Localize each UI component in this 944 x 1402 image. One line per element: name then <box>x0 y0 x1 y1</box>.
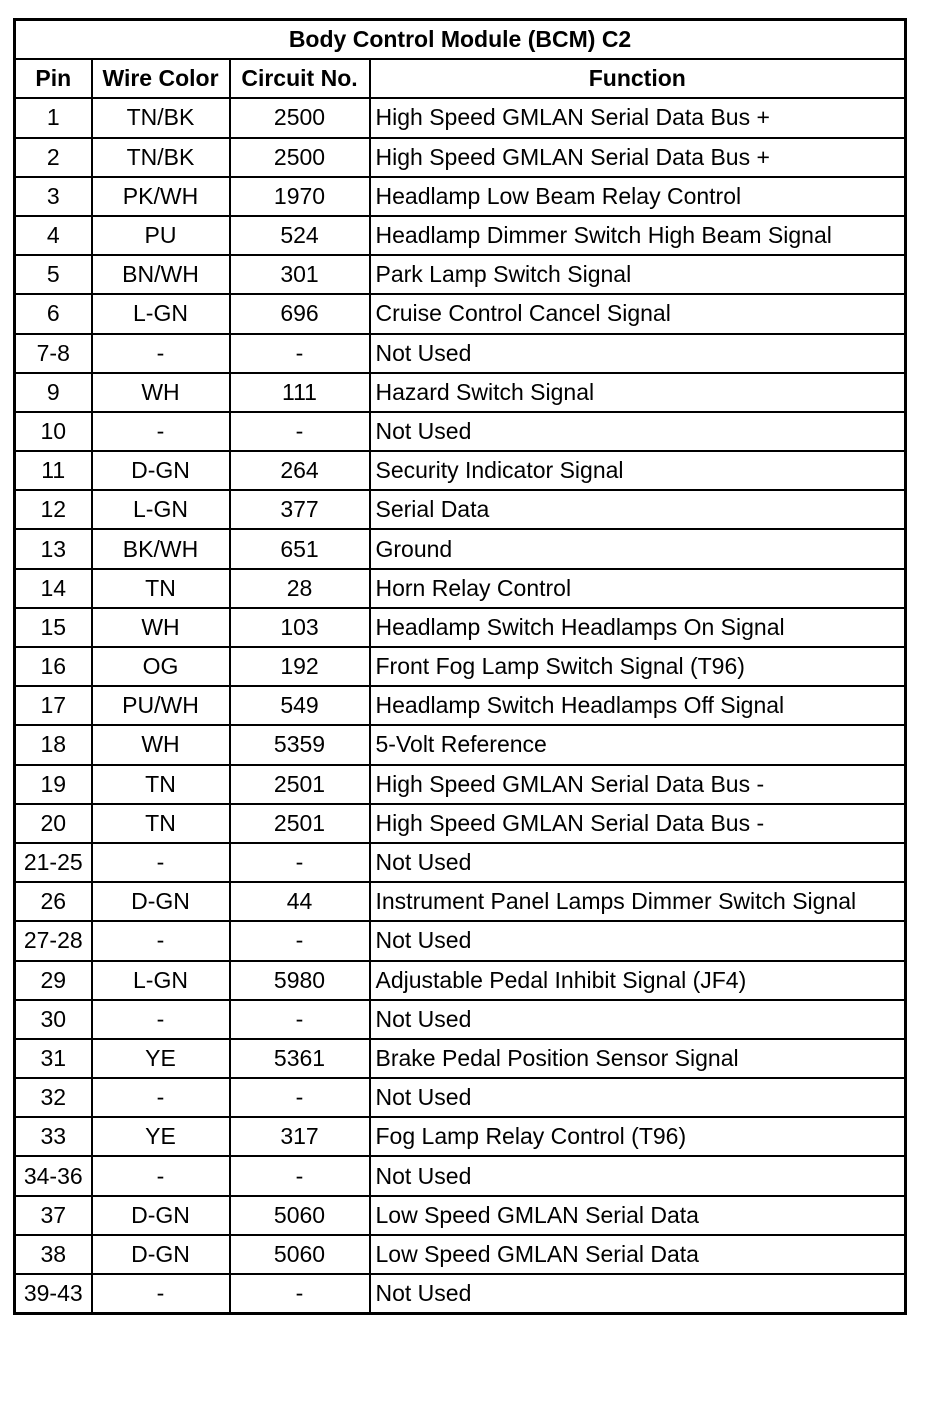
wire-color-cell: L-GN <box>92 490 230 529</box>
table-row <box>15 765 906 804</box>
pin-cell: 31 <box>15 1039 92 1078</box>
function-cell: Headlamp Switch Headlamps Off Signal <box>370 686 906 725</box>
table-row <box>15 1078 906 1117</box>
function-cell: High Speed GMLAN Serial Data Bus - <box>370 765 906 804</box>
function-cell: Hazard Switch Signal <box>370 373 906 412</box>
circuit-number-cell: 2501 <box>230 804 370 843</box>
pin-cell: 17 <box>15 686 92 725</box>
wire-color-cell: WH <box>92 725 230 764</box>
wire-color-cell: BK/WH <box>92 529 230 568</box>
table-row <box>15 608 906 647</box>
function-cell: Low Speed GMLAN Serial Data <box>370 1196 906 1235</box>
function-cell: Fog Lamp Relay Control (T96) <box>370 1117 906 1156</box>
wire-color-cell: - <box>92 412 230 451</box>
pin-cell: 15 <box>15 608 92 647</box>
table-row <box>15 1156 906 1195</box>
circuit-number-cell: - <box>230 1274 370 1314</box>
function-cell: Park Lamp Switch Signal <box>370 255 906 294</box>
circuit-number-cell: 651 <box>230 529 370 568</box>
function-cell: Brake Pedal Position Sensor Signal <box>370 1039 906 1078</box>
pin-cell: 38 <box>15 1235 92 1274</box>
table-row <box>15 529 906 568</box>
function-cell: Serial Data <box>370 490 906 529</box>
pin-cell: 18 <box>15 725 92 764</box>
circuit-number-cell: 5060 <box>230 1235 370 1274</box>
circuit-number-cell: 264 <box>230 451 370 490</box>
function-cell: Not Used <box>370 334 906 373</box>
pin-cell: 9 <box>15 373 92 412</box>
wire-color-cell: PU/WH <box>92 686 230 725</box>
pin-cell: 4 <box>15 216 92 255</box>
wire-color-cell: PU <box>92 216 230 255</box>
pin-cell: 26 <box>15 882 92 921</box>
pin-cell: 21-25 <box>15 843 92 882</box>
wire-color-cell: - <box>92 843 230 882</box>
table-row <box>15 843 906 882</box>
table-row <box>15 412 906 451</box>
function-cell: Cruise Control Cancel Signal <box>370 294 906 333</box>
circuit-number-cell: 44 <box>230 882 370 921</box>
table-row <box>15 451 906 490</box>
circuit-number-cell: 2500 <box>230 138 370 177</box>
pin-cell: 27-28 <box>15 921 92 960</box>
pin-cell: 30 <box>15 1000 92 1039</box>
function-cell: Not Used <box>370 1078 906 1117</box>
table-row <box>15 1274 906 1314</box>
circuit-number-cell: 549 <box>230 686 370 725</box>
pin-cell: 10 <box>15 412 92 451</box>
wire-color-cell: WH <box>92 608 230 647</box>
wire-color-cell: YE <box>92 1039 230 1078</box>
wire-color-cell: - <box>92 1000 230 1039</box>
table-row <box>15 1235 906 1274</box>
table-header-row <box>15 59 906 98</box>
wire-color-cell: - <box>92 1156 230 1195</box>
circuit-number-cell: 2500 <box>230 98 370 137</box>
function-cell: Adjustable Pedal Inhibit Signal (JF4) <box>370 961 906 1000</box>
table-title-row <box>15 20 906 60</box>
function-cell: High Speed GMLAN Serial Data Bus + <box>370 138 906 177</box>
circuit-number-cell: 5361 <box>230 1039 370 1078</box>
pin-cell: 11 <box>15 451 92 490</box>
circuit-number-cell: - <box>230 921 370 960</box>
circuit-number-cell: 1970 <box>230 177 370 216</box>
circuit-number-cell: 28 <box>230 569 370 608</box>
table-row <box>15 882 906 921</box>
header-circuit-number: Circuit No. <box>230 59 370 98</box>
connector-pinout-table <box>13 18 907 1315</box>
circuit-number-cell: 192 <box>230 647 370 686</box>
table-row <box>15 1196 906 1235</box>
wire-color-cell: WH <box>92 373 230 412</box>
circuit-number-cell: 696 <box>230 294 370 333</box>
function-cell: Not Used <box>370 1000 906 1039</box>
table-row <box>15 216 906 255</box>
pin-cell: 1 <box>15 98 92 137</box>
circuit-number-cell: - <box>230 412 370 451</box>
table-row <box>15 490 906 529</box>
table-row <box>15 1039 906 1078</box>
wire-color-cell: TN/BK <box>92 138 230 177</box>
wire-color-cell: D-GN <box>92 451 230 490</box>
wire-color-cell: BN/WH <box>92 255 230 294</box>
pin-cell: 5 <box>15 255 92 294</box>
function-cell: High Speed GMLAN Serial Data Bus + <box>370 98 906 137</box>
wire-color-cell: TN <box>92 804 230 843</box>
wire-color-cell: YE <box>92 1117 230 1156</box>
pin-cell: 6 <box>15 294 92 333</box>
table-row <box>15 1117 906 1156</box>
circuit-number-cell: - <box>230 1156 370 1195</box>
function-cell: Headlamp Dimmer Switch High Beam Signal <box>370 216 906 255</box>
pin-cell: 37 <box>15 1196 92 1235</box>
circuit-number-cell: 5980 <box>230 961 370 1000</box>
wire-color-cell: L-GN <box>92 961 230 1000</box>
table-row <box>15 294 906 333</box>
pin-cell: 32 <box>15 1078 92 1117</box>
wire-color-cell: D-GN <box>92 1235 230 1274</box>
circuit-number-cell: 5359 <box>230 725 370 764</box>
circuit-number-cell: 317 <box>230 1117 370 1156</box>
circuit-number-cell: 301 <box>230 255 370 294</box>
pin-cell: 2 <box>15 138 92 177</box>
table-row <box>15 98 906 137</box>
header-function: Function <box>370 59 906 98</box>
circuit-number-cell: 5060 <box>230 1196 370 1235</box>
function-cell: Front Fog Lamp Switch Signal (T96) <box>370 647 906 686</box>
function-cell: Horn Relay Control <box>370 569 906 608</box>
function-cell: Ground <box>370 529 906 568</box>
wire-color-cell: TN/BK <box>92 98 230 137</box>
circuit-number-cell: 103 <box>230 608 370 647</box>
function-cell: Not Used <box>370 1156 906 1195</box>
wire-color-cell: D-GN <box>92 882 230 921</box>
table-row <box>15 334 906 373</box>
wire-color-cell: L-GN <box>92 294 230 333</box>
table-row <box>15 138 906 177</box>
wire-color-cell: OG <box>92 647 230 686</box>
function-cell: Not Used <box>370 412 906 451</box>
circuit-number-cell: - <box>230 334 370 373</box>
pin-cell: 14 <box>15 569 92 608</box>
circuit-number-cell: 377 <box>230 490 370 529</box>
circuit-number-cell: 111 <box>230 373 370 412</box>
circuit-number-cell: - <box>230 843 370 882</box>
function-cell: Not Used <box>370 843 906 882</box>
table-row <box>15 373 906 412</box>
pin-cell: 29 <box>15 961 92 1000</box>
pin-cell: 13 <box>15 529 92 568</box>
circuit-number-cell: - <box>230 1000 370 1039</box>
function-cell: Headlamp Switch Headlamps On Signal <box>370 608 906 647</box>
table-row <box>15 921 906 960</box>
table-row <box>15 725 906 764</box>
table-row <box>15 1000 906 1039</box>
wire-color-cell: D-GN <box>92 1196 230 1235</box>
circuit-number-cell: 524 <box>230 216 370 255</box>
table-body <box>15 98 906 1313</box>
table-row <box>15 961 906 1000</box>
circuit-number-cell: 2501 <box>230 765 370 804</box>
pin-cell: 16 <box>15 647 92 686</box>
function-cell: Not Used <box>370 921 906 960</box>
pin-cell: 12 <box>15 490 92 529</box>
header-wire-color: Wire Color <box>92 59 230 98</box>
function-cell: Security Indicator Signal <box>370 451 906 490</box>
function-cell: Low Speed GMLAN Serial Data <box>370 1235 906 1274</box>
wire-color-cell: TN <box>92 765 230 804</box>
wire-color-cell: - <box>92 1274 230 1314</box>
pin-cell: 20 <box>15 804 92 843</box>
wire-color-cell: TN <box>92 569 230 608</box>
pin-cell: 39-43 <box>15 1274 92 1314</box>
wire-color-cell: PK/WH <box>92 177 230 216</box>
function-cell: High Speed GMLAN Serial Data Bus - <box>370 804 906 843</box>
table-row <box>15 569 906 608</box>
table-row <box>15 804 906 843</box>
wire-color-cell: - <box>92 334 230 373</box>
function-cell: Headlamp Low Beam Relay Control <box>370 177 906 216</box>
circuit-number-cell: - <box>230 1078 370 1117</box>
table-row <box>15 686 906 725</box>
header-pin: Pin <box>15 59 92 98</box>
table-row <box>15 255 906 294</box>
pin-cell: 3 <box>15 177 92 216</box>
table-title: Body Control Module (BCM) C2 <box>15 20 906 60</box>
pin-cell: 19 <box>15 765 92 804</box>
function-cell: 5-Volt Reference <box>370 725 906 764</box>
table-row <box>15 647 906 686</box>
pin-cell: 34-36 <box>15 1156 92 1195</box>
pin-cell: 33 <box>15 1117 92 1156</box>
wire-color-cell: - <box>92 921 230 960</box>
function-cell: Instrument Panel Lamps Dimmer Switch Signal <box>370 882 906 921</box>
table-row <box>15 177 906 216</box>
wire-color-cell: - <box>92 1078 230 1117</box>
pin-cell: 7-8 <box>15 334 92 373</box>
function-cell: Not Used <box>370 1274 906 1314</box>
